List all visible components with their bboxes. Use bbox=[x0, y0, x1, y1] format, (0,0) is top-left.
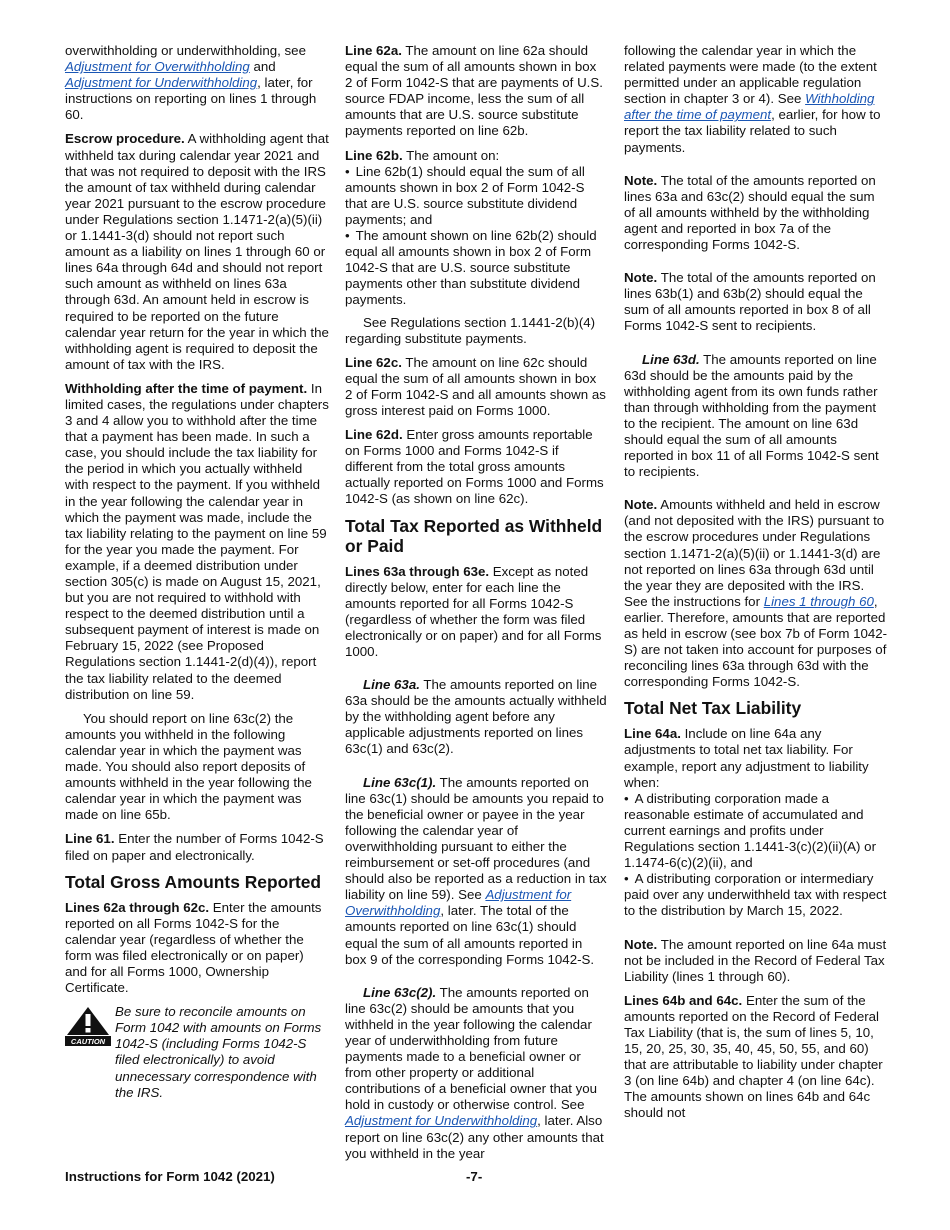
note2-text: The total of the amounts reported on lines 63b(1) and 63b(2) should equal the sum of all amounts reported in box 8 of all Forms 1042-S sent to recipients. bbox=[624, 270, 876, 334]
withholding-after-text: In limited cases, the regulations under chapters 3 and 4 allow you to withhold after the time that a payment has been made. In such a case, you should include the tax liability for the period in which you actually withheld with respect to the payment. If you withheld in the year following the calendar year in which the payment was made, include the tax liability relating to the payment on line 59 for the year you made the payment. For example, if a deemed distribution under section 305(c) is made on August 15, 2021, but you are not required to withhold with respect to the deemed distribution until a subsequent payment of interest is made on February 15, 2022 (see Proposed Regulations section 1.1441-2(d)(4)), report the tax liability related to the deemed distribution on line 59. bbox=[65, 380, 329, 702]
line62b-bullet-1: • Line 62b(1) should equal the sum of all amounts shown in box 2 of Form 1042-S that are U.S. source substitute dividend payments; and bbox=[345, 164, 607, 228]
link-adjustment-overwithholding[interactable]: Adjustment for Overwithholding bbox=[65, 59, 250, 75]
text: and bbox=[249, 59, 276, 75]
paragraph-note-4 bbox=[624, 937, 888, 985]
text: , earlier, for how to report the tax liability related to such payments. bbox=[624, 107, 881, 155]
lines62-lead: Lines 62a through 62c. bbox=[65, 899, 210, 915]
line63c1-text-2: , later. The total of the amounts reported on line 63c(1) should equal the sum of all amounts reported in box 9 of the corresponding Forms 1042-S. bbox=[345, 903, 595, 967]
withholding-after-lead: Withholding after the time of payment. bbox=[65, 380, 308, 396]
paragraph-line64a bbox=[624, 726, 888, 790]
link-lines-1-through-60[interactable]: Lines 1 through 60 bbox=[763, 593, 874, 609]
paragraph-withholding-after bbox=[65, 381, 329, 703]
lines62-text: Enter the amounts reported on all Forms 1042-S for the calendar year (regardless of whether the form was filed electronically or on paper) and for all Forms 1000, Ownership Certificate. bbox=[65, 899, 322, 996]
lines64bc-lead: Lines 64b and 64c. bbox=[624, 992, 743, 1008]
paragraph-line63a bbox=[345, 677, 607, 757]
lines63-lead: Lines 63a through 63e. bbox=[345, 563, 490, 579]
paragraph-line62d bbox=[345, 427, 607, 507]
line61-text: Enter the number of Forms 1042-S filed on paper and electronically. bbox=[65, 831, 324, 863]
page-number: -7- bbox=[466, 1169, 483, 1184]
paragraph-line62c bbox=[345, 355, 607, 419]
link-adjustment-overwithholding-2[interactable]: Adjustment for Overwithholding bbox=[345, 887, 572, 919]
link-adjustment-underwithholding-2[interactable]: Adjustment for Underwithholding bbox=[345, 1113, 538, 1129]
line63d-lead: Line 63d. bbox=[642, 351, 700, 367]
line62d-text: Enter gross amounts reportable on Forms 1000 and Forms 1042-S if different from the total gross amounts actually reported on Forms 1000 and Forms 1042-S (as shown on line 62c). bbox=[345, 427, 604, 507]
paragraph-lines63 bbox=[345, 564, 607, 661]
note1-text: The total of the amounts reported on lines 63a and 63c(2) should equal the sum of all amounts withheld by the withholding agent and reported in box 7a of the corresponding Forms 1042-S. bbox=[624, 172, 876, 253]
caution-box bbox=[65, 1004, 329, 1101]
paragraph-note-3 bbox=[624, 497, 888, 690]
column-3 bbox=[624, 43, 888, 1130]
paragraph-lines64bc bbox=[624, 993, 888, 1122]
heading-total-tax: Total Tax Reported as Withheld or Paid bbox=[345, 515, 603, 556]
line62b-text: The amount on: bbox=[402, 147, 500, 163]
footer-title: Instructions for Form 1042 (2021) bbox=[65, 1169, 275, 1184]
line64a-text: Include on line 64a any adjustments to total net tax liability. For example, report any adjustment to liability when: bbox=[624, 726, 869, 790]
caution-icon bbox=[65, 1006, 111, 1046]
text: overwithholding or underwithholding, see bbox=[65, 43, 306, 58]
note3-text-2: , earlier. Therefore, amounts that are reported as held in escrow (see box 7b of Form 1042-S) are not taken into account for purposes of reconciling lines 63a through 63d with the corresponding Forms 1042-S. bbox=[624, 593, 888, 690]
paragraph-line63c2 bbox=[345, 985, 607, 1162]
paragraph-line61 bbox=[65, 831, 329, 863]
line62b-bullet-2: • The amount shown on line 62b(2) should equal all amounts shown in box 2 of Form 1042-S that are U.S. source substitute payments other than substitute dividend payments. bbox=[345, 228, 607, 308]
paragraph-lines62 bbox=[65, 900, 329, 997]
line62b-lead: Line 62b. bbox=[345, 147, 403, 163]
line64a-bullet-2: • A distributing corporation or intermediary paid over any underwithheld tax with respect to the distribution by March 15, 2022. bbox=[624, 871, 888, 919]
note3-lead: Note. bbox=[624, 497, 658, 513]
line63a-lead: Line 63a. bbox=[363, 677, 420, 693]
line63c2-text-2: , later. Also report on line 63c(2) any other amounts that you withheld in the year bbox=[345, 1113, 604, 1161]
paragraph-escrow bbox=[65, 131, 329, 372]
paragraph-report: You should report on line 63c(2) the amounts you withheld in the following calendar year in which the payment was made. You should also report deposits of amounts withheld in the year following the calendar year in which the payment was made on line 65b. bbox=[65, 710, 312, 823]
text: , later, for instructions on reporting on lines 1 through 60. bbox=[65, 75, 317, 123]
heading-total-net: Total Net Tax Liability bbox=[624, 698, 802, 719]
note1-lead: Note. bbox=[624, 172, 658, 188]
line62a-text: The amount on line 62a should equal the sum of all amounts shown in box 2 of Form 1042-S that are payments of U.S. source FDAP income, less the sum of all amounts that are U.S. source substitute payments reported on line 62b. bbox=[345, 43, 603, 139]
line62c-lead: Line 62c. bbox=[345, 354, 402, 370]
paragraph-line63c1 bbox=[345, 775, 607, 968]
paragraph-note-2 bbox=[624, 270, 888, 334]
note3-text: Amounts withheld and held in escrow (and not deposited with the IRS) pursuant to the escrow procedures under Regulations section 1.1471-2(a)(5)(ii) or 1.1441-3(d) are not reported on lines 63a through 63d until the year they are deposited with the IRS. See the instructions for bbox=[624, 497, 885, 609]
line63d-text: The amounts reported on line 63d should be the amounts paid by the withholding agent from its own funds rather than through withholding from the payment to the recipient. The amount on line 63d should equal the sum of all amounts reported in box 11 of all Forms 1042-S sent to recipients. bbox=[624, 351, 879, 480]
paragraph-note-1 bbox=[624, 173, 888, 253]
line64a-lead: Line 64a. bbox=[624, 726, 681, 742]
escrow-text: A withholding agent that withheld tax during calendar year 2021 and that was not required to deposit with the IRS the amount of tax withheld during calendar year 2021 pursuant to the escrow procedure under Regulations section 1.1471-2(a)(5)(ii) or 1.1441-3(d) should not report such amount as a liability on lines 1 through 60 or lines 64a through 64d and should not report such amount as withheld on lines 63a through 63d. An amount held in escrow is required to be reported on the future calendar year return for the year in which the withholding agent is required to deposit the amount of tax with the IRS. bbox=[65, 131, 329, 372]
note4-text: The amount reported on line 64a must not be included in the Record of Federal Tax Liability (lines 1 through 60). bbox=[624, 936, 887, 984]
paragraph-intro bbox=[65, 43, 329, 123]
link-adjustment-underwithholding[interactable]: Adjustment for Underwithholding bbox=[65, 75, 258, 91]
link-withholding-after[interactable]: Withholding after the time of payment bbox=[624, 91, 875, 123]
line62c-text: The amount on line 62c should equal the sum of all amounts shown in box 2 of Form 1042-S and all amounts shown as gross interest paid on Forms 1000. bbox=[345, 354, 606, 418]
line63a-text: The amounts reported on line 63a should be the amounts actually withheld by the withholding agent before any applicable adjustments reported on lines 63c(1) and 63c(2). bbox=[345, 677, 607, 757]
paragraph-see-regs: See Regulations section 1.1441-2(b)(4) regarding substitute payments. bbox=[345, 314, 596, 346]
text: following the calendar year in which the related payments were made (to the extent permitted under an applicable regulation section in chapter 3 or 4). See bbox=[624, 43, 877, 107]
line64a-bullet-1: • A distributing corporation made a reasonable estimate of accumulated and current earnings and profits under Regulations section 1.1441-3(c)(2)(ii)(A) or 1.1474-6(c)(2)(ii), and bbox=[624, 791, 888, 871]
line61-lead: Line 61. bbox=[65, 831, 115, 847]
paragraph-line62b bbox=[345, 148, 607, 164]
caution-text: Be sure to reconcile amounts on Form 1042 with amounts on Forms 1042-S (including Forms 1042-S filed electronically) to avoid unnecessary correspondence with the IRS. bbox=[115, 1004, 322, 1100]
line62a-lead: Line 62a. bbox=[345, 43, 402, 58]
line63c1-lead: Line 63c(1). bbox=[363, 774, 437, 790]
note4-lead: Note. bbox=[624, 936, 658, 952]
heading-total-gross: Total Gross Amounts Reported bbox=[65, 871, 322, 892]
paragraph-line63d bbox=[624, 352, 888, 481]
column-2 bbox=[345, 43, 607, 1170]
lines63-text: Except as noted directly below, enter for each line the amounts reported for all Forms 1042-S (regardless of whether the form was filed electronically or on paper) and for all Forms 1000. bbox=[345, 563, 602, 659]
line63c2-lead: Line 63c(2). bbox=[363, 984, 437, 1000]
caution-icon-label: CAUTION bbox=[70, 1037, 106, 1047]
paragraph-continued bbox=[624, 43, 888, 156]
line63c2-text: The amounts reported on line 63c(2) should be amounts that you withheld in the year following the calendar year of underwithholding from future payments made to a beneficial owner or from other property or additional contributions of a beneficial owner that you hold in custody or otherwise control. See bbox=[345, 984, 598, 1113]
escrow-lead: Escrow procedure. bbox=[65, 131, 185, 147]
paragraph-line62a bbox=[345, 43, 607, 140]
line63c1-text: The amounts reported on line 63c(1) should be amounts you repaid to the beneficial owner or payee in the year following the calendar year of overwithholding pursuant to either the reimbursement or set-off procedures (and should also be reported as a reduction in tax liability on line 59). See bbox=[345, 774, 607, 903]
note2-lead: Note. bbox=[624, 270, 658, 286]
column-1 bbox=[65, 43, 329, 1101]
line62d-lead: Line 62d. bbox=[345, 427, 403, 443]
lines64bc-text: Enter the sum of the amounts reported on the Record of Federal Tax Liability (that is, the sum of lines 5, 10, 15, 20, 25, 30, 35, 40, 45, 50, 55, and 60) that are attributable to liability under chapter 3 (on line 64b) and chapter 4 (on line 64c). The amounts shown on lines 64b and 64c should not bbox=[624, 992, 883, 1121]
